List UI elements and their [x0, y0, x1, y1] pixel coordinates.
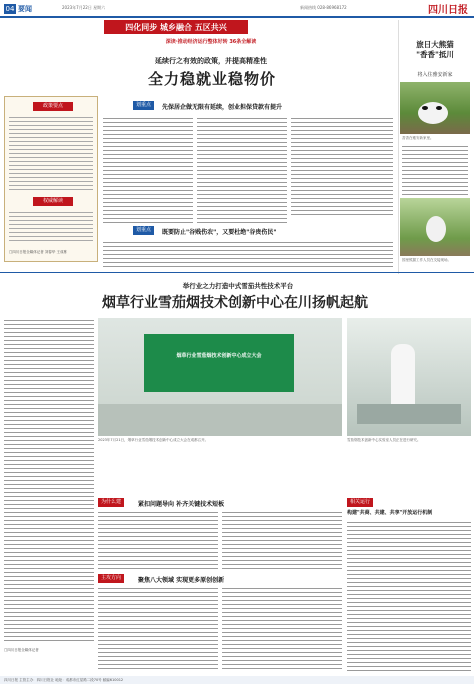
policy-col2	[197, 116, 287, 224]
authority-tag: 权威解读	[33, 197, 73, 206]
key-point-tag: 划重点	[133, 101, 154, 110]
lab-worker-shape	[391, 344, 415, 408]
focus-tag: 主攻方向	[98, 574, 124, 583]
lab-bench-shape	[357, 404, 461, 424]
panda-eye-right	[436, 106, 442, 110]
panda-title-line2: "香香"抵川	[416, 50, 454, 59]
ceremony-backdrop	[144, 334, 294, 392]
top-rule	[0, 16, 474, 18]
panda-photo	[400, 82, 470, 134]
cigar-kicker: 举行业之力打造中式雪茄共性技术平台	[182, 282, 294, 290]
policy-headline: 全力稳就业稳物价	[147, 70, 276, 88]
cigar-lead-column	[4, 318, 94, 644]
focus-text-2	[222, 586, 342, 672]
issue-date: 2023年7月22日 星期六	[62, 5, 106, 10]
policy-kicker: 深读·推动经济运行整体好转 36条全解读	[165, 39, 257, 45]
photo2-caption: 雪茄烟技术创新中心实验室人员正在进行研究。	[347, 438, 421, 442]
page-footer: 四川日报 主管主办：四川日报社 地址：成都市红星路二段70号 邮编610012	[0, 676, 474, 684]
panda-title	[402, 40, 468, 60]
newspaper-logo: 四川日报	[428, 5, 468, 16]
policy-points-tag: 政策要点	[33, 102, 73, 111]
authority-text	[9, 210, 93, 244]
focus-text-1	[98, 586, 218, 672]
policy-byline: □四川日报全媒体记者 刘春华 王成栋	[9, 250, 68, 254]
news-hotline: 新闻热线 028-86968172	[300, 5, 347, 10]
panda-caption-1: 香香在雅安新家里。	[402, 136, 434, 140]
section-divider	[0, 272, 474, 273]
panda-subtitle: 将入住雅安新家	[417, 72, 453, 78]
operation-tag: 相关运行	[347, 498, 373, 507]
key-point-tag-2: 划重点	[133, 226, 154, 235]
why-text-2	[222, 510, 342, 570]
policy-sidebar	[4, 96, 98, 262]
policy-col3	[291, 116, 393, 216]
cigar-headline: 烟草行业雪茄烟技术创新中心在川扬帆起航	[102, 295, 368, 311]
operation-text	[347, 520, 471, 672]
panda-photo-2	[400, 198, 470, 256]
photo1-caption: 2023年7月21日，烟草行业雪茄烟技术创新中心成立大会在成都召开。	[98, 438, 209, 442]
launch-ceremony-photo	[98, 318, 342, 436]
panda-eye-left	[422, 106, 428, 110]
panda-figure-shape	[426, 216, 446, 242]
lab-photo	[347, 318, 471, 436]
section-name: 要闻	[18, 5, 32, 13]
block2-title: 既要防止"谷贱伤农"，又要杜绝"谷贵伤民"	[162, 229, 277, 236]
policy-col1	[103, 116, 193, 224]
panda-article-text	[402, 144, 468, 196]
why-text-1	[98, 510, 218, 570]
focus-title: 聚焦八大领域 实现更多原创创新	[138, 577, 225, 584]
ceremony-floor	[98, 404, 342, 436]
block1-title: 先保居企做无限有延续，创业担保贷款有提升	[162, 104, 283, 111]
policy-col4	[103, 240, 393, 268]
policy-subhead: 延续行之有效的政策，并提高精准性	[155, 57, 267, 65]
why-tag: 为什么建	[98, 498, 124, 507]
theme-ribbon: 四化同步 城乡融合 五区共兴	[104, 20, 248, 34]
panda-title-line1: 旅日大熊猫	[416, 40, 454, 49]
why-title: 紧扣问题导向 补齐关键技术短板	[138, 501, 225, 508]
cigar-byline: □四川日报全媒体记者	[4, 648, 39, 652]
policy-points-text	[9, 115, 93, 193]
page-number: 04	[5, 5, 15, 13]
ceremony-sign-text: 烟草行业雪茄烟技术创新中心成立大会	[176, 353, 262, 359]
panda-caption-2: 园里熊猫工作人员在交接现场。	[402, 258, 451, 262]
operation-title: 构建"共商、共建、共享"开放运行机制	[347, 510, 433, 516]
